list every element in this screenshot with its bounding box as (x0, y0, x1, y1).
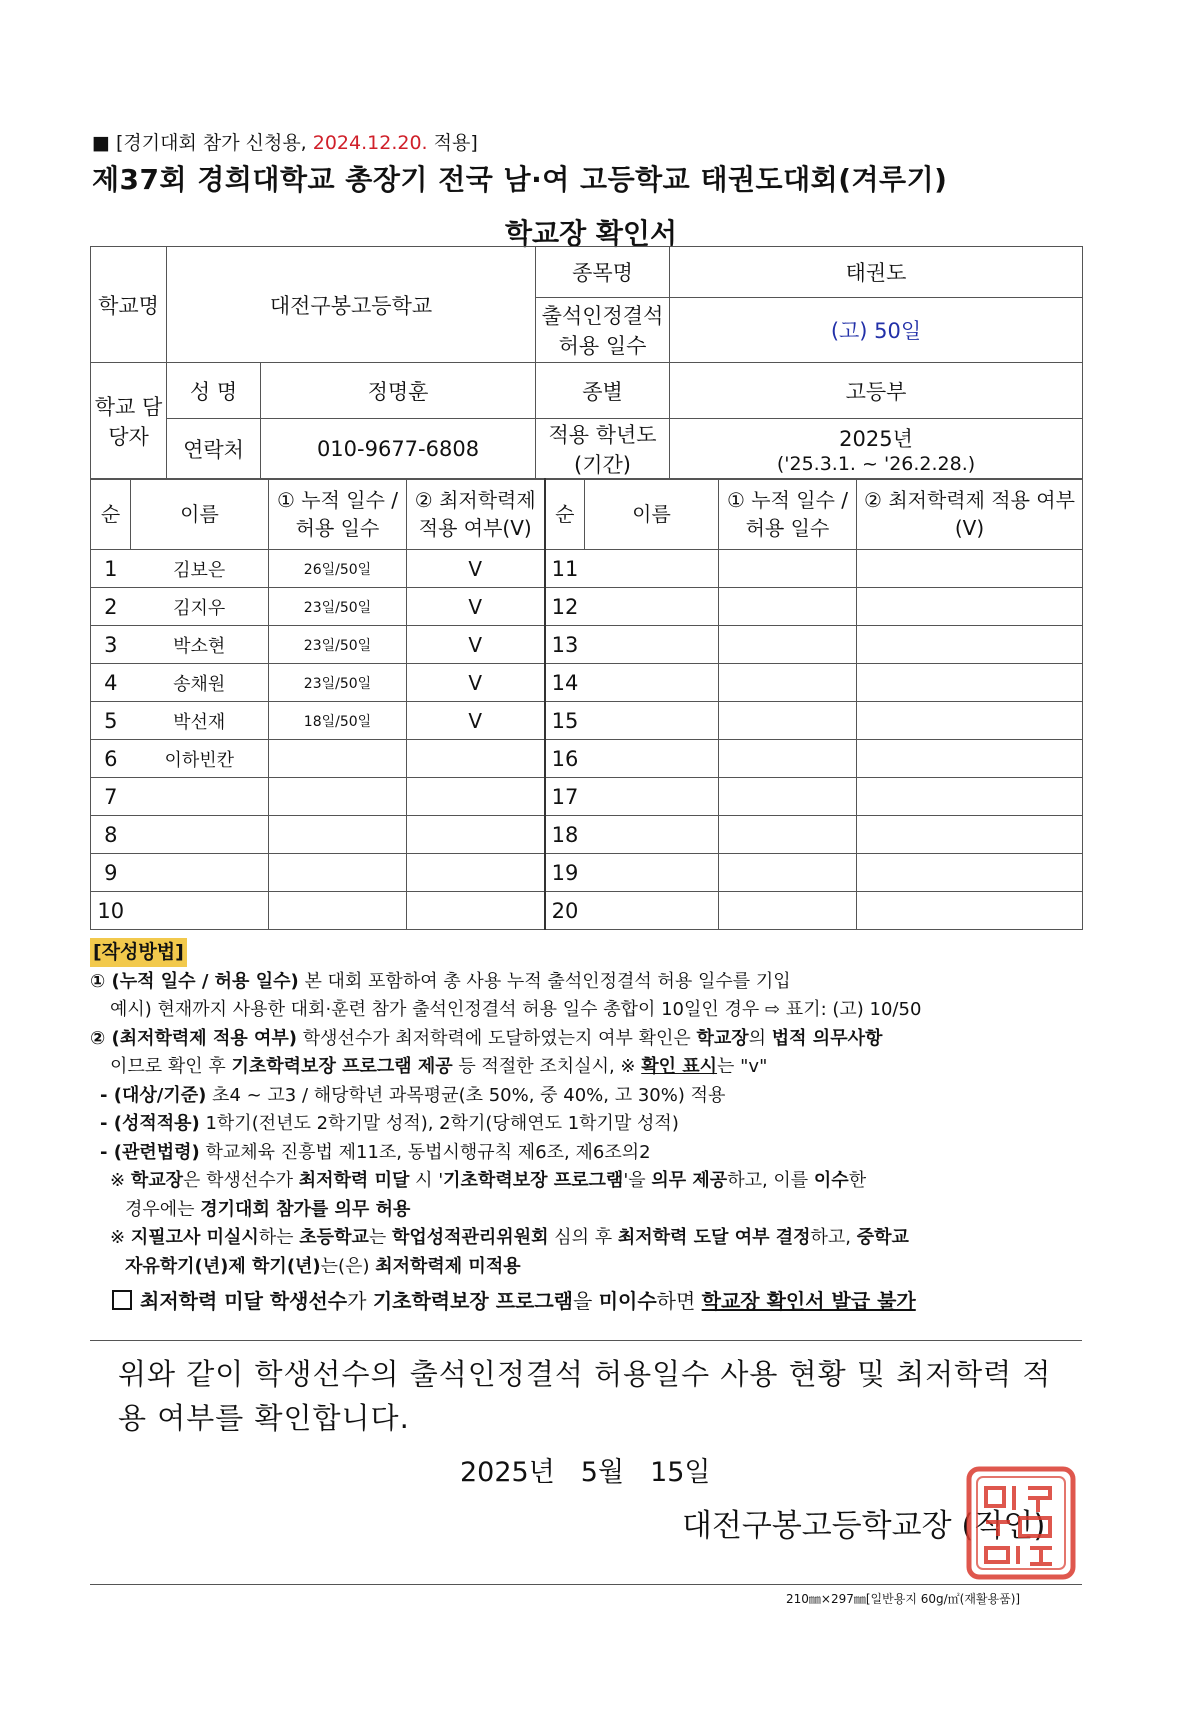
min-check: V (407, 702, 545, 740)
table-row (91, 664, 1083, 702)
min-check (407, 778, 545, 816)
school-name-value: 대전구봉고등학교 (167, 247, 536, 363)
min-check (407, 854, 545, 892)
method-tag: [작성방법] (90, 938, 187, 967)
division-label: 종별 (536, 363, 670, 419)
min-check (407, 816, 545, 854)
document-subtitle: 학교장 확인서 (504, 217, 678, 250)
contact-value: 010-9677-6808 (261, 419, 536, 480)
row-number-2: 13 (545, 626, 585, 664)
min-check (407, 892, 545, 930)
row-number-2: 20 (545, 892, 585, 930)
method-line-6: - (성적적용) 1학기(전년도 2학기말 성적), 2학기(당해연도 1학기말 성적) (100, 1113, 679, 1134)
accumulated-days-2 (719, 664, 857, 702)
header-no-2: 순 (545, 479, 585, 550)
min-check: V (407, 588, 545, 626)
min-check: V (407, 664, 545, 702)
event-value: 태권도 (670, 247, 1083, 298)
student-name-2 (585, 854, 719, 892)
table-row (91, 854, 1083, 892)
table-row (91, 626, 1083, 664)
final-warning: 최저학력 미달 학생선수가 기초학력보장 프로그램을 미이수하면 학교장 확인서 발급 불가 (90, 1287, 1085, 1316)
issue-date: 2025년 5월 15일 (460, 1457, 711, 1488)
accumulated-days-2 (719, 854, 857, 892)
apply-date: 2024.12.20. (312, 132, 428, 154)
paper-spec-footer: 210㎜×297㎜[일반용지 60g/㎡(재활용품)] (786, 1592, 1021, 1606)
student-name-2 (585, 588, 719, 626)
manager-label: 학교 담당자 (91, 363, 167, 480)
school-name-label: 학교명 (91, 247, 167, 363)
min-check (407, 740, 545, 778)
row-number: 6 (91, 740, 131, 778)
method-line-4: 이므로 확인 후 기초학력보장 프로그램 제공 등 적절한 조치실시, ※ 확인 표시는 "v" (110, 1056, 768, 1077)
accumulated-days (269, 740, 407, 778)
school-info-table (90, 246, 1083, 480)
year-value: 2025년 (839, 427, 913, 451)
contact-label: 연락처 (167, 419, 261, 480)
accumulated-days: 23일/50일 (269, 626, 407, 664)
table-row (91, 588, 1083, 626)
student-name (131, 854, 269, 892)
header-days: ① 누적 일수 / 허용 일수 (269, 479, 407, 550)
accumulated-days-2 (719, 816, 857, 854)
accumulated-days (269, 816, 407, 854)
student-name: 김지우 (131, 588, 269, 626)
accumulated-days-2 (719, 778, 857, 816)
row-number: 8 (91, 816, 131, 854)
year-period: ('25.3.1. ~ '26.2.28.) (776, 453, 976, 475)
row-number-2: 14 (545, 664, 585, 702)
min-check-2 (857, 740, 1083, 778)
divider-line (90, 1340, 1082, 1341)
row-number: 3 (91, 626, 131, 664)
accumulated-days-2 (719, 702, 857, 740)
table-row (91, 778, 1083, 816)
method-line-11: 자유학기(년)제 학기(년)는(은) 최저학력제 미적용 (125, 1255, 521, 1277)
student-name: 박소현 (131, 626, 269, 664)
row-number: 10 (91, 892, 131, 930)
writing-method-section (90, 938, 1085, 1316)
student-name-2 (585, 778, 719, 816)
accumulated-days (269, 778, 407, 816)
event-label: 종목명 (536, 247, 670, 298)
accumulated-days-2 (719, 550, 857, 588)
accumulated-days: 23일/50일 (269, 588, 407, 626)
row-number: 4 (91, 664, 131, 702)
row-number-2: 16 (545, 740, 585, 778)
header-no: 순 (91, 479, 131, 550)
row-number-2: 15 (545, 702, 585, 740)
student-name: 이하빈칸 (131, 740, 269, 778)
accumulated-days-2 (719, 740, 857, 778)
header-min: ② 최저학력제 적용 여부(V) (407, 479, 545, 550)
table-row (91, 702, 1083, 740)
allow-days-label: 출석인정결석 허용 일수 (536, 298, 670, 363)
accumulated-days-2 (719, 892, 857, 930)
confirmation-text: 위와 같이 학생선수의 출석인정결석 허용일수 사용 현황 및 최저학력 적용 여부를 확인합니다. (118, 1357, 1052, 1435)
student-name-2 (585, 664, 719, 702)
row-number: 2 (91, 588, 131, 626)
method-line-5: - (대상/기준) 초4 ~ 고3 / 해당학년 과목평균(초 50%, 중 40%, 고 30%) 적용 (100, 1084, 726, 1106)
student-name (131, 778, 269, 816)
student-list-table (90, 478, 1083, 930)
student-name-2 (585, 740, 719, 778)
student-name-2 (585, 816, 719, 854)
method-line-10: ※ 지필고사 미실시하는 초등학교는 학업성적관리위원회 심의 후 최저학력 도달 여부 결정하고, 중학교 (110, 1227, 909, 1248)
student-name-2 (585, 626, 719, 664)
method-line-3: ② (최저학력제 적용 여부) 학생선수가 최저학력에 도달하였는지 여부 확인은 학교장의 법적 의무사항 (90, 1027, 883, 1049)
row-number-2: 19 (545, 854, 585, 892)
method-line-8: ※ 학교장은 학생선수가 최저학력 미달 시 '기초학력보장 프로그램'을 의무 제공하고, 이를 이수한 (110, 1170, 867, 1191)
year-value-cell (670, 419, 1083, 480)
row-number-2: 11 (545, 550, 585, 588)
student-name: 송채원 (131, 664, 269, 702)
header-name-2: 이름 (585, 479, 719, 550)
accumulated-days: 18일/50일 (269, 702, 407, 740)
table-row (91, 816, 1083, 854)
min-check-2 (857, 702, 1083, 740)
min-check: V (407, 626, 545, 664)
allow-days-value: (고) 50일 (670, 298, 1083, 363)
signer-line: 대전구봉고등학교장 (직인) (682, 1508, 1046, 1544)
person-name-value: 정명훈 (261, 363, 536, 419)
accumulated-days: 23일/50일 (269, 664, 407, 702)
division-value: 고등부 (670, 363, 1083, 419)
table-row (91, 892, 1083, 930)
student-rows (91, 550, 1083, 930)
accumulated-days-2 (719, 588, 857, 626)
row-number: 1 (91, 550, 131, 588)
min-check-2 (857, 550, 1083, 588)
accumulated-days: 26일/50일 (269, 550, 407, 588)
min-check-2 (857, 854, 1083, 892)
accumulated-days-2 (719, 626, 857, 664)
method-line-9: 경우에는 경기대회 참가를 의무 허용 (125, 1198, 411, 1220)
table-row (91, 550, 1083, 588)
method-line-2: 예시) 현재까지 사용한 대회·훈련 참가 출석인정결석 허용 일수 총합이 10일인 경우 ⇨ 표기: (고) 10/50 (110, 999, 922, 1020)
student-name-2 (585, 702, 719, 740)
header-min-2: ② 최저학력제 적용 여부(V) (857, 479, 1083, 550)
application-note: ■ [경기대회 참가 신청용, 2024.12.20. 적용] (92, 132, 478, 154)
student-name: 김보은 (131, 550, 269, 588)
min-check-2 (857, 816, 1083, 854)
min-check-2 (857, 626, 1083, 664)
method-line-1: ① (누적 일수 / 허용 일수) 본 대회 포함하여 총 사용 누적 출석인정결석 허용 일수를 기입 (90, 970, 791, 992)
row-number-2: 18 (545, 816, 585, 854)
row-number-2: 12 (545, 588, 585, 626)
arrow-box-icon (112, 1290, 132, 1310)
row-number: 7 (91, 778, 131, 816)
school-seal-stamp (966, 1466, 1076, 1580)
document-title: 제37회 경희대학교 총장기 전국 남·여 고등학교 태권도대회(겨루기) (92, 163, 948, 196)
student-name-2 (585, 550, 719, 588)
student-name: 박선재 (131, 702, 269, 740)
min-check-2 (857, 664, 1083, 702)
min-check-2 (857, 892, 1083, 930)
min-check-2 (857, 778, 1083, 816)
footer-divider (90, 1584, 1082, 1585)
student-name-2 (585, 892, 719, 930)
min-check: V (407, 550, 545, 588)
year-label: 적용 학년도 (기간) (536, 419, 670, 480)
header-name: 이름 (131, 479, 269, 550)
row-number: 9 (91, 854, 131, 892)
student-name (131, 892, 269, 930)
min-check-2 (857, 588, 1083, 626)
accumulated-days (269, 892, 407, 930)
row-number: 5 (91, 702, 131, 740)
list-header-row (91, 479, 1083, 550)
table-row (91, 740, 1083, 778)
accumulated-days (269, 854, 407, 892)
row-number-2: 17 (545, 778, 585, 816)
student-name (131, 816, 269, 854)
header-days-2: ① 누적 일수 / 허용 일수 (719, 479, 857, 550)
person-name-label: 성 명 (167, 363, 261, 419)
method-line-7: - (관련법령) 학교체육 진흥법 제11조, 동법시행규칙 제6조, 제6조의2 (100, 1141, 651, 1163)
